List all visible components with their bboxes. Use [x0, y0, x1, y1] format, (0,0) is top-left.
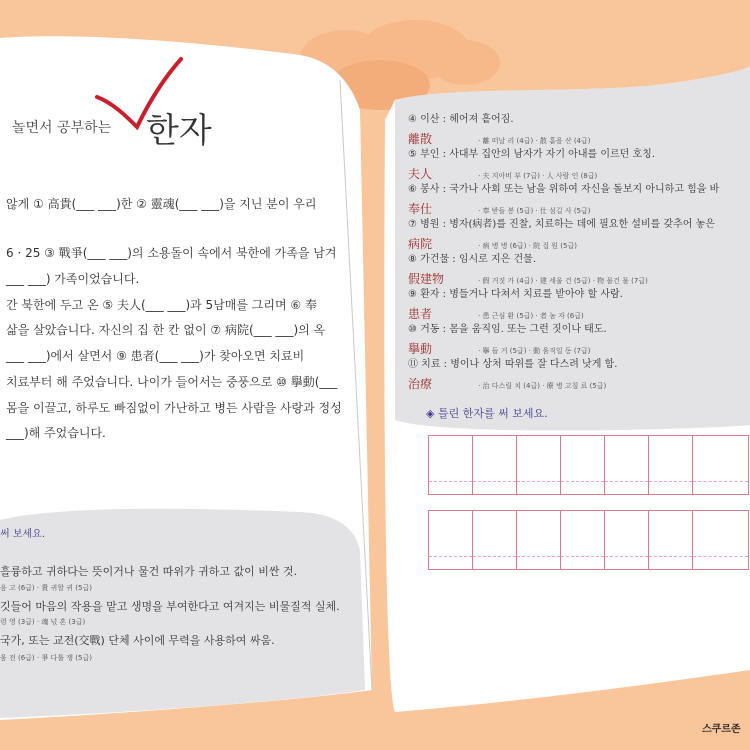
story-line: 몸을 이끌고, 하루도 빠짐없이 가난하고 병든 사람을 사랑과 정성	[6, 401, 342, 415]
char-line: 움 전 (6급) · 爭 다툴 쟁 (5급)	[0, 654, 92, 662]
vocab-definition: ⑪ 치료 : 병이나 상처 따위를 잘 다스려 낫게 함.	[408, 359, 618, 370]
practice-grid-row[interactable]	[428, 435, 749, 495]
practice-cell[interactable]	[516, 510, 560, 570]
vocab-chars: · 夫 지아비 부 (7급) · 人 사람 인 (8급)	[478, 172, 598, 180]
practice-cell[interactable]	[692, 510, 749, 570]
title-main: 한자	[146, 111, 212, 151]
story-line: 6 · 25 ③ 戰爭(___ ___)의 소용돌이 속에서 북한에 가족을 남겨	[6, 246, 337, 260]
vocab-definition: ⑧ 가건물 : 임시로 지은 건물.	[408, 254, 537, 265]
practice-grid-row[interactable]	[428, 510, 749, 570]
practice-cell[interactable]	[604, 435, 648, 495]
definition-line: 국가, 또는 교전(交戰) 단체 사이에 무력을 사용하여 싸움.	[0, 634, 275, 647]
vocab-definition: ⑥ 봉사 : 국가나 사회 또는 남을 위하여 자신을 돌보지 아니하고 힘을 바	[408, 184, 720, 195]
title-subtitle: 놀면서 공부하는	[12, 120, 112, 136]
brand-logo: 스쿠르존	[702, 724, 741, 735]
story-line: 간 북한에 두고 온 ⑤ 夫人(___ ___)과 5남매를 그리며 ⑥ 奉	[6, 298, 317, 312]
vocab-chars: · 患 근심 환 (5급) · 者 놈 자 (6급)	[478, 312, 584, 320]
vocab-definition: ④ 이산 : 헤어져 흩어짐.	[408, 114, 514, 125]
vocab-definition: ⑤ 부인 : 사대부 집안의 남자가 자기 아내를 이르던 호칭.	[408, 149, 655, 160]
vocab-entry	[408, 145, 750, 182]
vocab-entry	[408, 250, 750, 287]
story-line: ___ ___)에서 살면서 ⑨ 患者(___ ___)가 찾아오면 치료비	[6, 349, 305, 363]
vocab-word: 奉仕	[408, 202, 433, 216]
vocab-entry	[408, 285, 750, 322]
story-line: 삶을 살았습니다. 자신의 집 한 칸 없이 ⑦ 病院(___ ___)의 옥	[6, 323, 326, 337]
vocab-word: 治療	[408, 377, 433, 390]
vocab-word: 病院	[408, 237, 433, 251]
practice-cell[interactable]	[516, 435, 560, 495]
vocab-entry	[408, 320, 750, 357]
vocab-chars: · 治 다스릴 치 (4급) · 療 병 고칠 료 (5급)	[478, 382, 607, 390]
story-line: 않게 ① 高貴(___ ___)한 ② 靈魂(___ ___)을 지닌 분이 우리	[6, 197, 317, 211]
vocab-definition: ⑩ 거동 : 몸을 움직임. 또는 그런 짓이나 태도.	[408, 324, 607, 335]
practice-cell[interactable]	[648, 435, 692, 495]
vocab-entry	[408, 355, 750, 390]
vocab-word: 擧動	[408, 342, 433, 356]
definition-line: 흘륭하고 귀하다는 뜻이거나 물건 따위가 귀하고 값이 비싼 것.	[0, 565, 298, 578]
practice-cell[interactable]	[428, 510, 472, 570]
practice-cell[interactable]	[604, 510, 648, 570]
vocab-word: 離散	[408, 132, 433, 146]
vocab-definition: ⑨ 환자 : 병들거나 다쳐서 치료를 받아야 할 사람.	[408, 289, 623, 300]
vocab-chars: · 病 병 병 (6급) · 院 집 원 (5급)	[478, 242, 577, 250]
vocab-word: 患者	[408, 307, 433, 321]
vocab-chars: · 奉 받들 봉 (5급) · 仕 섬길 사 (5급)	[478, 207, 591, 215]
practice-heading: ◈ 틀린 한자를 써 보세요.	[426, 407, 548, 420]
vocab-chars: · 擧 들 거 (5급) · 動 움직일 동 (7급)	[478, 347, 591, 355]
definition-line: 깃들어 마음의 작용을 맡고 생명을 부여한다고 여겨지는 비물질적 실체.	[0, 600, 340, 613]
vocab-entry	[408, 215, 750, 252]
char-line: 령 영 (3급) · 魂 넋 혼 (3급)	[0, 618, 86, 626]
practice-cell[interactable]	[472, 435, 516, 495]
practice-cell[interactable]	[472, 510, 516, 570]
vocab-word: 假建物	[408, 272, 445, 286]
vocab-list	[408, 110, 750, 390]
practice-cell[interactable]	[428, 435, 472, 495]
vocab-definition: ⑦ 병원 : 병자(病者)를 진찰, 치료하는 데에 필요한 설비를 갖추어 놓은	[408, 219, 715, 230]
vocab-word: 夫人	[408, 167, 433, 181]
vocab-entry	[408, 110, 750, 147]
vocab-chars: · 假 거짓 가 (4급) · 建 세울 건 (5급) · 物 물건 물 (7급)	[478, 277, 648, 285]
story-line: 치료부터 해 주었습니다. 나이가 들어서는 중풍으로 ⑩ 擧動(___	[6, 375, 338, 389]
practice-cell[interactable]	[560, 510, 604, 570]
left-vocab-panel	[0, 525, 360, 685]
left-panel-heading: 써 보세요.	[0, 529, 45, 540]
vocab-entry	[408, 180, 750, 217]
char-line: 음 고 (6급) · 貴 귀할 귀 (5급)	[0, 584, 92, 592]
practice-cell[interactable]	[692, 435, 749, 495]
vocab-chars: · 離 떠날 리 (4급) · 散 흩을 산 (4급)	[478, 137, 591, 145]
practice-cell[interactable]	[560, 435, 604, 495]
story-line: ___)해 주었습니다.	[6, 426, 106, 440]
checkmark-icon	[95, 55, 185, 130]
practice-cell[interactable]	[648, 510, 692, 570]
story-line: ___ ___) 가족이었습니다.	[6, 272, 140, 286]
